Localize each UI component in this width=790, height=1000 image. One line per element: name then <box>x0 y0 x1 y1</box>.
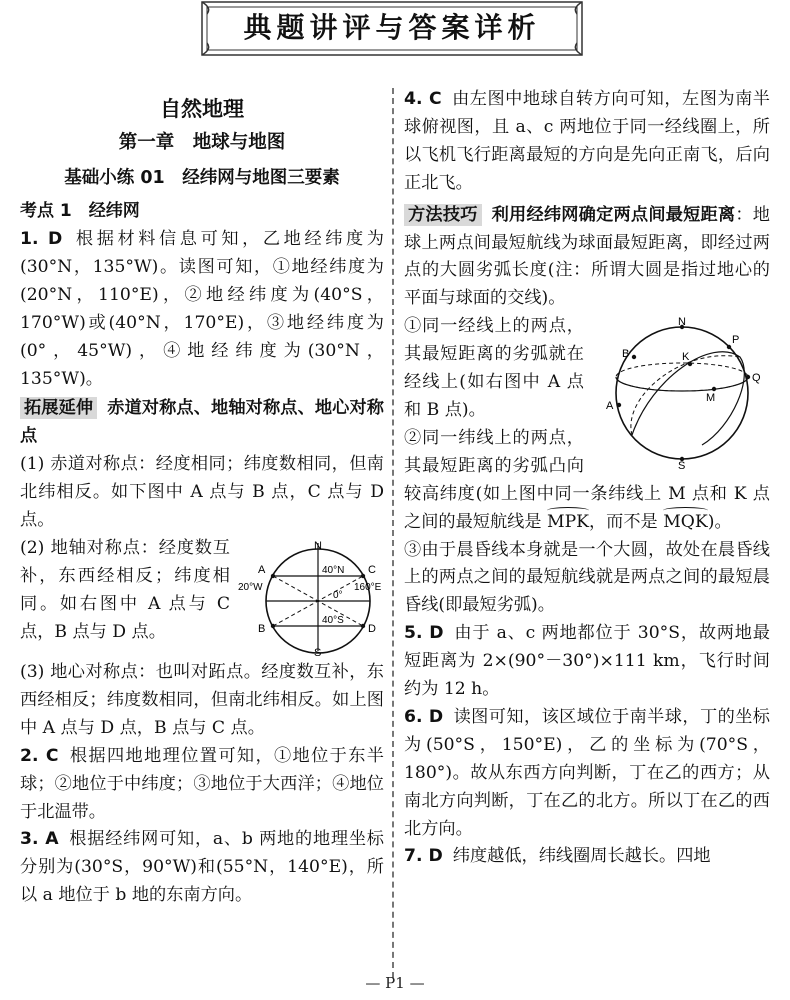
label-b: B <box>258 622 266 635</box>
answer-2-num: 2. C <box>20 745 59 766</box>
answer-7-text: 纬度越低，纬线圈周长越长。四地 <box>452 846 711 867</box>
answer-7-num: 7. D <box>404 846 443 867</box>
point-b2 <box>632 355 636 359</box>
answer-5-num: 5. D <box>404 623 444 644</box>
method-p1 <box>404 313 770 470</box>
point-a2 <box>617 403 621 407</box>
section-banner <box>200 0 584 57</box>
great-circle-back <box>631 356 740 435</box>
label-b2: B <box>622 348 630 361</box>
answer-3 <box>20 826 384 910</box>
method-tip <box>404 202 770 314</box>
point-c <box>361 574 365 578</box>
point-p <box>727 345 731 349</box>
answer-2-text: 根据四地地理位置可知，①地位于东半球；②地位于中纬度；③地位于大西洋；④地位于北温带。 <box>20 745 384 822</box>
extension-p3: (3) 地心对称点：也叫对跖点。经度数互补，东西经相反；纬度数相同，但南北纬相反。如上图中 A 点与 D 点，B 点与 C 点。 <box>20 661 384 738</box>
chapter-title: 第一章 地球与地图 <box>118 132 286 153</box>
answer-2 <box>20 743 384 827</box>
label-0: 0° <box>333 589 343 601</box>
label-s2: S <box>678 460 686 470</box>
extension-heading <box>20 395 384 451</box>
right-column <box>404 86 770 871</box>
method-p2-text-b: ，而不是 <box>588 511 664 532</box>
answer-4-text: 由左图中地球自转方向可知，左图为南半球俯视图，且 a、c 两地位于同一经线圈上，所以飞机飞行距离最短的方向是先向正南飞，后向正北飞。 <box>404 89 770 193</box>
topic-title: 考点 1 经纬网 <box>20 201 140 221</box>
extension-p2 <box>20 535 384 657</box>
method-text: ：地球上两点间最短航线为球面最短距离，即经过两点的大圆劣弧长度(注：所谓大圆是指过地心的平面与球面的交线)。 <box>404 204 770 309</box>
column-divider <box>392 88 394 978</box>
extension-p1: (1) 赤道对称点：经度相同；纬度数相同，但南北纬相反。如下图中 A 点与 B 点，C 点与 D 点。 <box>20 454 384 531</box>
point-m <box>712 387 716 391</box>
method-p3: ③由于晨昏线本身就是一个大圆，故处在晨昏线上的两点之间的最短航线就是两点之间的最短晨昏线(即最短劣弧)。 <box>404 539 770 616</box>
label-a: A <box>258 563 266 576</box>
page-number: — P1 — <box>365 974 425 992</box>
answer-3-num: 3. A <box>20 829 59 850</box>
label-20w: 20°W <box>238 581 263 593</box>
great-circle <box>632 352 744 445</box>
label-d: D <box>368 622 376 635</box>
label-m: M <box>706 392 716 405</box>
point-a <box>271 574 275 578</box>
label-40s: 40°S <box>322 614 344 626</box>
label-a2: A <box>606 400 614 413</box>
answer-4 <box>404 86 770 198</box>
axis-symmetry-figure <box>238 539 390 657</box>
answer-6-text: 读图可知，该区域位于南半球，丁的坐标为(50°S，150°E)，乙的坐标为(70°S，180°)。故从东西方向判断，丁在乙的西方；从南北方向判断，丁在乙的北方。所以丁在乙的西北方向。 <box>404 706 770 839</box>
label-n: N <box>314 539 322 552</box>
extension-tag: 拓展延伸 <box>20 397 97 419</box>
answer-1-text: 根据材料信息可知，乙地经纬度为(30°N，135°W)。读图可知，①地经纬度为(20°N，110°E)，②地经纬度为(40°S，170°W)或(40°N，170°E)，③地经纬度为(0°，45°W)，④地经纬度为(30°N，135°W)。 <box>20 229 384 389</box>
method-tag: 方法技巧 <box>404 204 482 226</box>
extension-p2-text: (2) 地轴对称点：经度数互补，东西经相反；纬度相同。如右图中 A 点与 C 点，B 点与 D 点。 <box>20 537 230 642</box>
answer-7 <box>404 843 770 871</box>
answer-5 <box>404 620 770 704</box>
label-p: P <box>732 334 740 347</box>
label-n2: N <box>678 317 686 329</box>
method-p2-text-a: ②同一纬线上的两点，其最短距离的劣弧凸向较高纬度(如上图中同一条纬线上 M 点和 K 点之间的最短航线是 <box>404 427 770 532</box>
answer-1-num: 1. D <box>20 229 63 249</box>
left-column <box>20 86 384 910</box>
banner-title: 典题讲评与答案详析 <box>243 11 541 44</box>
label-q: Q <box>752 372 761 385</box>
method-title: 利用经纬网确定两点间最短距离 <box>491 204 736 225</box>
answer-4-num: 4. C <box>404 89 442 109</box>
label-s: S <box>314 646 322 657</box>
extension-title: 赤道对称点、地轴对称点、地心对称点 <box>20 398 384 447</box>
part-title: 自然地理 <box>160 97 244 121</box>
arc-mqk: MQK <box>663 509 708 537</box>
point-q <box>746 375 750 379</box>
label-160e: 160°E <box>354 581 382 593</box>
answer-6-num: 6. D <box>404 706 444 727</box>
label-c: C <box>368 563 376 576</box>
answer-5-text: 由于 a、c 两地都位于 30°S，故两地最短距离为 2×(90°－30°)×111 km，飞行时间约为 12 h。 <box>404 623 770 700</box>
arc-mpk: MPK <box>547 509 589 537</box>
answer-3-text: 根据经纬网可知，a、b 两地的地理坐标分别为(30°S，90°W)和(55°N，140°E)，所以 a 地位于 b 地的东南方向。 <box>20 829 384 906</box>
parallel-front <box>616 377 748 391</box>
point-b <box>271 624 275 628</box>
method-p1-text: ①同一经线上的两点，其最短距离的劣弧就在经线上(如右图中 A 点和 B 点)。 <box>404 316 584 420</box>
great-circle-figure <box>592 317 770 469</box>
answer-6 <box>404 704 770 844</box>
label-40n: 40°N <box>322 564 345 576</box>
exercise-title: 基础小练 01 经纬网与地图三要素 <box>64 168 340 188</box>
label-k: K <box>682 351 690 364</box>
answer-1 <box>20 226 384 393</box>
point-d <box>361 624 365 628</box>
method-p2-text-c: )。 <box>707 511 732 532</box>
